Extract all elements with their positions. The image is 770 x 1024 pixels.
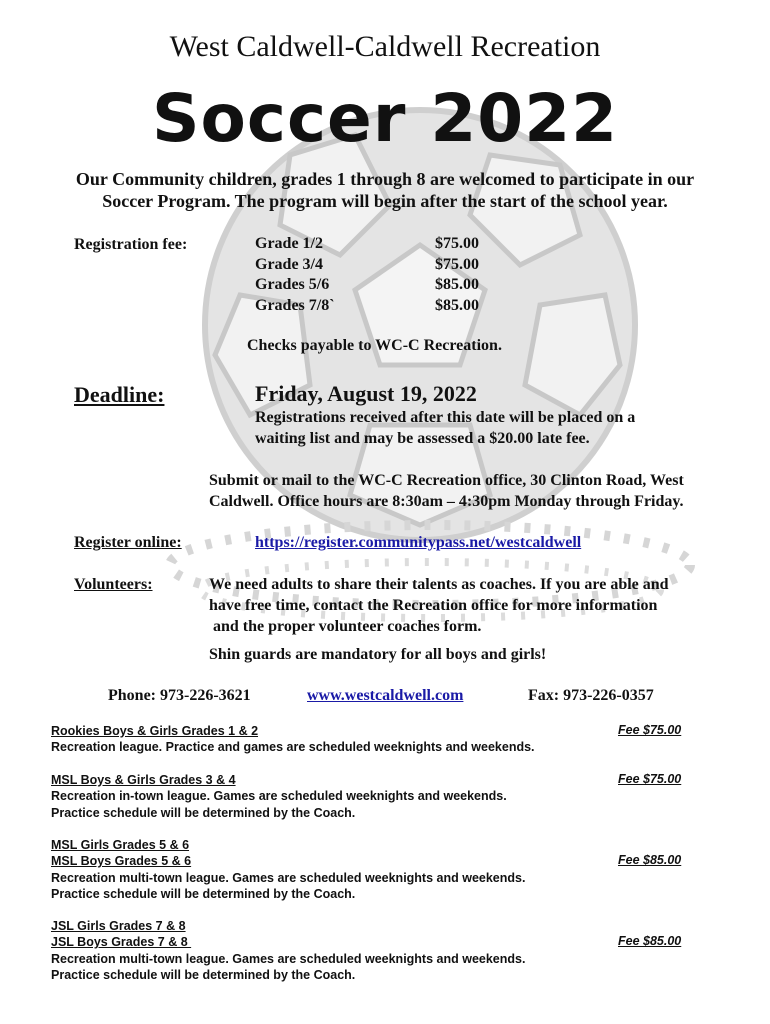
deadline-note-2: waiting list and may be assessed a $20.00 late fee. — [255, 430, 590, 447]
checks-payable: Checks payable to WC-C Recreation. — [247, 337, 502, 354]
fee-amount: $75.00 — [435, 255, 479, 273]
program-fee: Fee $85.00 — [618, 853, 682, 867]
fee-row — [255, 235, 479, 256]
program-description: Practice schedule will be determined by the Coach. — [51, 967, 356, 982]
website-link[interactable]: www.westcaldwell.com — [307, 687, 464, 704]
program-description: Recreation league. Practice and games are scheduled weeknights and weekends. — [51, 740, 535, 755]
submit-line-1: Submit or mail to the WC-C Recreation office, 30 Clinton Road, West — [209, 472, 684, 489]
program-name: MSL Boys Grades 5 & 6 — [51, 854, 192, 869]
program-fee: Fee $85.00 — [618, 934, 682, 948]
fee-row — [255, 276, 479, 297]
program-name: JSL Girls Grades 7 & 8 — [51, 919, 186, 933]
volunteers-line-1: We need adults to share their talents as coaches. If you are able and — [209, 576, 669, 593]
fee-grade: Grade 3/4 — [255, 255, 323, 273]
deadline-date: Friday, August 19, 2022 — [255, 381, 477, 406]
volunteers-label: Volunteers: — [74, 576, 153, 593]
program-fee: Fee $75.00 — [618, 772, 682, 786]
program-msl-5-6 — [51, 837, 525, 902]
program-description: Practice schedule will be determined by the Coach. — [51, 805, 356, 820]
program-msl-3-4 — [51, 772, 507, 821]
submit-line-2: Caldwell. Office hours are 8:30am – 4:30pm Monday through Friday. — [209, 493, 684, 510]
fee-amount: $85.00 — [435, 296, 479, 314]
organization-name: West Caldwell-Caldwell Recreation — [169, 30, 601, 63]
deadline-note-1: Registrations received after this date will be placed on a — [255, 409, 636, 426]
fee-grade: Grades 7/8` — [255, 296, 335, 314]
program-name: Rookies Boys & Girls Grades 1 & 2 — [51, 724, 259, 738]
program-name: MSL Girls Grades 5 & 6 — [51, 838, 190, 852]
page-title: Soccer 2022 — [151, 80, 619, 157]
fee-grade: Grades 5/6 — [255, 276, 330, 294]
program-description: Recreation in-town league. Games are scheduled weeknights and weekends. — [51, 789, 507, 804]
program-fee: Fee $75.00 — [618, 723, 682, 737]
program-description: Recreation multi-town league. Games are scheduled weeknights and weekends. — [51, 951, 526, 966]
volunteers-line-2: have free time, contact the Recreation office for more information — [209, 597, 658, 614]
program-rookies — [51, 723, 535, 756]
phone-number: Phone: 973-226-3621 — [108, 687, 251, 704]
program-description: Recreation multi-town league. Games are scheduled weeknights and weekends. — [51, 870, 526, 885]
volunteers-line-3: and the proper volunteer coaches form. — [209, 618, 482, 635]
fee-amount: $85.00 — [435, 276, 479, 294]
fee-amount: $75.00 — [435, 235, 479, 252]
fee-grade: Grade 1/2 — [255, 235, 323, 252]
fee-row — [255, 297, 479, 318]
shin-guard-notice: Shin guards are mandatory for all boys and girls! — [209, 646, 547, 663]
intro-line-2: Soccer Program. The program will begin after the start of the school year. — [102, 191, 668, 211]
fee-table — [255, 235, 479, 317]
fee-row — [255, 256, 479, 277]
registration-link[interactable]: https://register.communitypass.net/westcaldwell — [255, 534, 582, 551]
program-jsl-7-8 — [51, 918, 525, 983]
fax-number: Fax: 973-226-0357 — [528, 687, 654, 704]
intro-line-1: Our Community children, grades 1 through 8 are welcomed to participate in our — [75, 169, 695, 189]
registration-label: Registration fee: — [74, 236, 188, 253]
program-name: MSL Boys & Girls Grades 3 & 4 — [51, 773, 236, 787]
deadline-label: Deadline: — [74, 382, 165, 407]
register-online-label: Register online: — [74, 534, 182, 551]
program-description: Practice schedule will be determined by the Coach. — [51, 886, 356, 901]
program-name: JSL Boys Grades 7 & 8 — [51, 935, 192, 950]
